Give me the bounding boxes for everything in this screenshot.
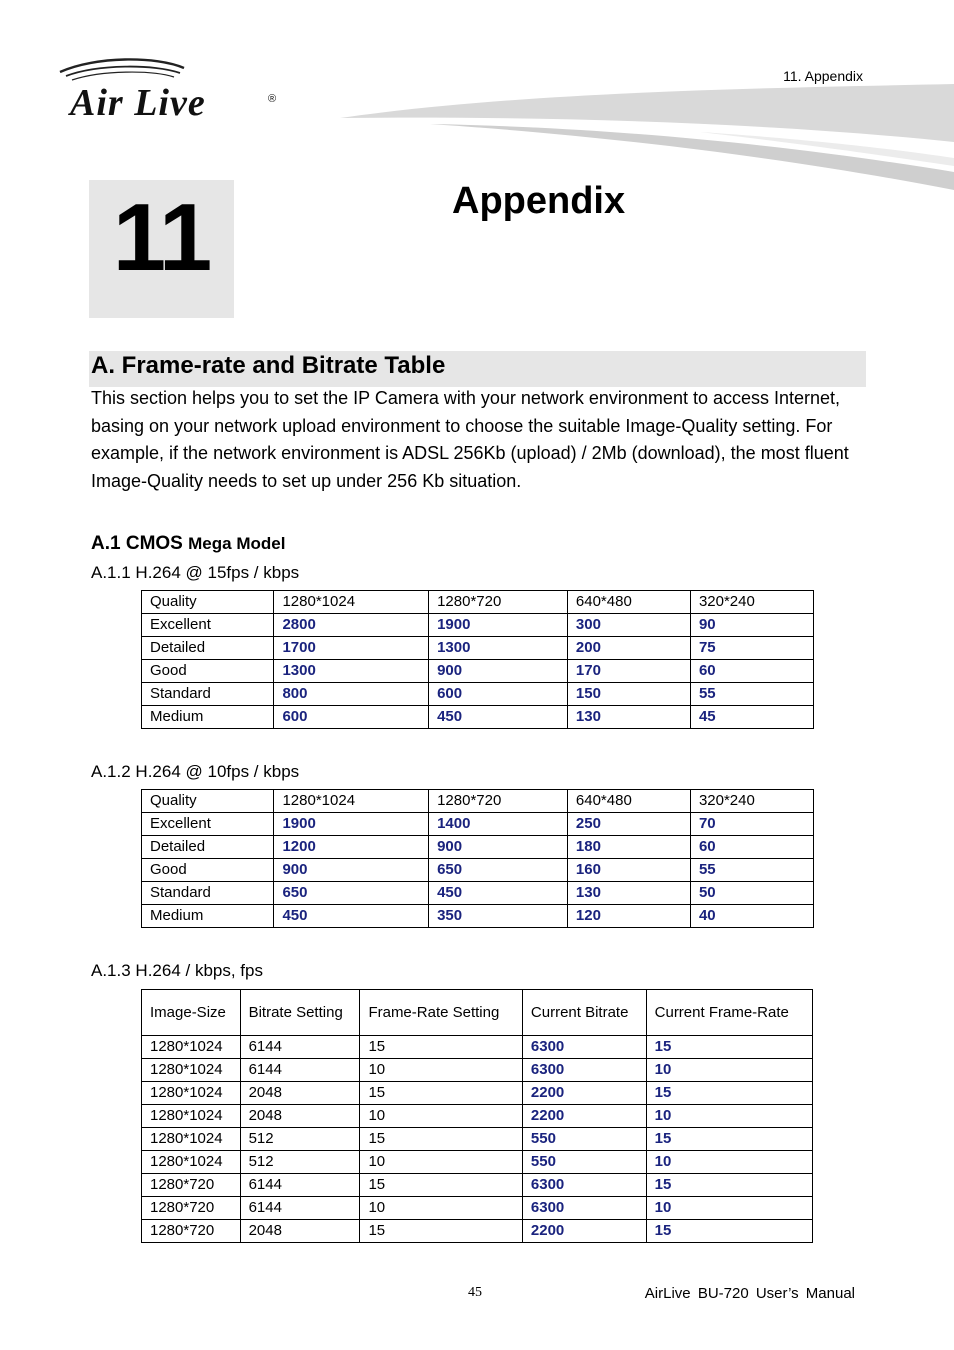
table-row [142,1197,813,1220]
table-cell: 200 [567,637,690,660]
table-row [142,706,814,729]
table-cell: 1280*1024 [142,1059,241,1082]
table-cell: 550 [522,1151,646,1174]
table-cell: 60 [690,660,813,683]
table-header-cell: Bitrate Setting [240,990,360,1036]
table-cell: 1280*1024 [142,1105,241,1128]
bitrate-table-10fps [141,789,814,928]
table-cell: 1300 [429,637,568,660]
table-cell: 800 [274,683,429,706]
table-cell: 10 [646,1105,812,1128]
table-header-cell: Current Frame-Rate [646,990,812,1036]
table-header-cell: 320*240 [690,790,813,813]
intro-paragraph: This section helps you to set the IP Camera with your network environment to access Internet, basing on your network upload environment to choose the suitable Image-Quality setting. For example, if the network environment is ADSL 256Kb (upload) / 2Mb (download), the most fluent Image-Quality needs to set up under 256 Kb situation. [91,388,849,491]
table-cell: 350 [429,905,568,928]
table-cell: Detailed [142,836,274,859]
running-header-section: 11. Appendix [783,68,863,84]
table-cell: 1280*720 [142,1197,241,1220]
table-cell: 170 [567,660,690,683]
table-cell: 6144 [240,1059,360,1082]
table-row [142,1059,813,1082]
table-cell: 650 [429,859,568,882]
table-cell: Standard [142,683,274,706]
table-row [142,859,814,882]
table-cell: 15 [360,1220,522,1243]
table-cell: Excellent [142,614,274,637]
table-header-cell: Image-Size [142,990,241,1036]
table-cell: Medium [142,905,274,928]
table-cell: 10 [360,1105,522,1128]
table-cell: 55 [690,683,813,706]
table-cell: 1280*1024 [142,1082,241,1105]
table-cell: Good [142,859,274,882]
table-cell: 900 [429,836,568,859]
table-cell: 6300 [522,1036,646,1059]
page-number: 45 [468,1285,482,1300]
table-cell: Detailed [142,637,274,660]
table-row [142,1174,813,1197]
table-cell: 1300 [274,660,429,683]
chapter-number: 11 [112,184,211,291]
table-cell: 6300 [522,1059,646,1082]
table-cell: 2200 [522,1105,646,1128]
table-cell: 15 [646,1036,812,1059]
table-cell: 10 [360,1151,522,1174]
section-title: A. Frame-rate and Bitrate Table [91,352,446,379]
table-cell: 600 [429,683,568,706]
table-cell: 6144 [240,1174,360,1197]
table-cell: 450 [274,905,429,928]
table-cell: 450 [429,706,568,729]
table-cell: 1900 [429,614,568,637]
table-cell: 1280*1024 [142,1151,241,1174]
table-cell: 55 [690,859,813,882]
table-cell: 550 [522,1128,646,1151]
bitrate-table-15fps [141,590,814,729]
table-header-cell: 640*480 [567,790,690,813]
table-cell: 250 [567,813,690,836]
table-cell: Excellent [142,813,274,836]
subsection-suffix: Mega Model [188,534,286,553]
table-cell: 75 [690,637,813,660]
table-cell: 50 [690,882,813,905]
table-header-cell: Frame-Rate Setting [360,990,522,1036]
table-cell: 90 [690,614,813,637]
table-cell: 6300 [522,1174,646,1197]
table-cell: 512 [240,1128,360,1151]
table-cell: 10 [360,1059,522,1082]
table-cell: 600 [274,706,429,729]
table-cell: 650 [274,882,429,905]
table-cell: 10 [646,1151,812,1174]
table-cell: 6300 [522,1197,646,1220]
svg-text:®: ® [268,93,277,105]
table-header-cell: 1280*1024 [274,591,429,614]
table-row [142,836,814,859]
table-row [142,905,814,928]
table-caption-15fps: A.1.1 H.264 @ 15fps / kbps [91,563,300,582]
table-header-cell: 1280*1024 [274,790,429,813]
table-cell: 900 [274,859,429,882]
table-cell: 15 [360,1174,522,1197]
table-cell: 1900 [274,813,429,836]
subsection-prefix: A.1 CMOS [91,533,183,554]
bitrate-table-kbps-fps [141,989,813,1243]
table-row [142,882,814,905]
table-row [142,1128,813,1151]
chapter-title: Appendix [452,180,626,222]
table-cell: 40 [690,905,813,928]
table-cell: 6144 [240,1036,360,1059]
table-row [142,1151,813,1174]
table-row [142,614,814,637]
table-caption-kbps-fps: A.1.3 H.264 / kbps, fps [91,961,263,980]
table-row [142,683,814,706]
table-cell: 15 [646,1082,812,1105]
subsection-heading [91,533,285,555]
table-cell: 900 [429,660,568,683]
table-cell: 130 [567,882,690,905]
table-header-cell: 320*240 [690,591,813,614]
table-cell: Good [142,660,274,683]
table-cell: 2200 [522,1220,646,1243]
table-cell: 15 [646,1174,812,1197]
table-cell: 45 [690,706,813,729]
table-row [142,660,814,683]
table-cell: 512 [240,1151,360,1174]
table-cell: 180 [567,836,690,859]
table-header-row [142,990,813,1036]
table-header-cell: Quality [142,591,274,614]
table-header-cell: Quality [142,790,274,813]
airlive-logo [56,58,286,124]
table-header-row [142,790,814,813]
table-cell: 450 [429,882,568,905]
table-cell: 60 [690,836,813,859]
table-cell: 2048 [240,1105,360,1128]
table-row [142,813,814,836]
table-row [142,1082,813,1105]
table-cell: 130 [567,706,690,729]
table-cell: 300 [567,614,690,637]
table-cell: 1280*720 [142,1174,241,1197]
table-cell: 1400 [429,813,568,836]
table-cell: 15 [646,1128,812,1151]
table-cell: Standard [142,882,274,905]
table-cell: 1280*720 [142,1220,241,1243]
table-cell: 6144 [240,1197,360,1220]
table-cell: 120 [567,905,690,928]
table-cell: 70 [690,813,813,836]
table-cell: 10 [646,1059,812,1082]
table-row [142,637,814,660]
table-cell: 1700 [274,637,429,660]
table-header-cell: 1280*720 [429,591,568,614]
table-header-cell: 640*480 [567,591,690,614]
table-header-cell: 1280*720 [429,790,568,813]
table-cell: 1200 [274,836,429,859]
table-header-row [142,591,814,614]
table-caption-10fps: A.1.2 H.264 @ 10fps / kbps [91,762,300,781]
table-cell: 15 [360,1128,522,1151]
manual-title: AirLive BU-720 User’s Manual [644,1285,855,1302]
table-cell: 2048 [240,1220,360,1243]
svg-text:Air Live: Air Live [70,82,206,124]
table-cell: 2048 [240,1082,360,1105]
table-cell: 1280*1024 [142,1036,241,1059]
table-row [142,1036,813,1059]
table-cell: Medium [142,706,274,729]
table-header-cell: Current Bitrate [522,990,646,1036]
table-cell: 2200 [522,1082,646,1105]
table-cell: 15 [360,1082,522,1105]
table-cell: 150 [567,683,690,706]
table-cell: 1280*1024 [142,1128,241,1151]
table-cell: 160 [567,859,690,882]
table-cell: 10 [646,1197,812,1220]
table-cell: 15 [360,1036,522,1059]
table-cell: 10 [360,1197,522,1220]
table-row [142,1105,813,1128]
table-cell: 2800 [274,614,429,637]
table-row [142,1220,813,1243]
table-cell: 15 [646,1220,812,1243]
